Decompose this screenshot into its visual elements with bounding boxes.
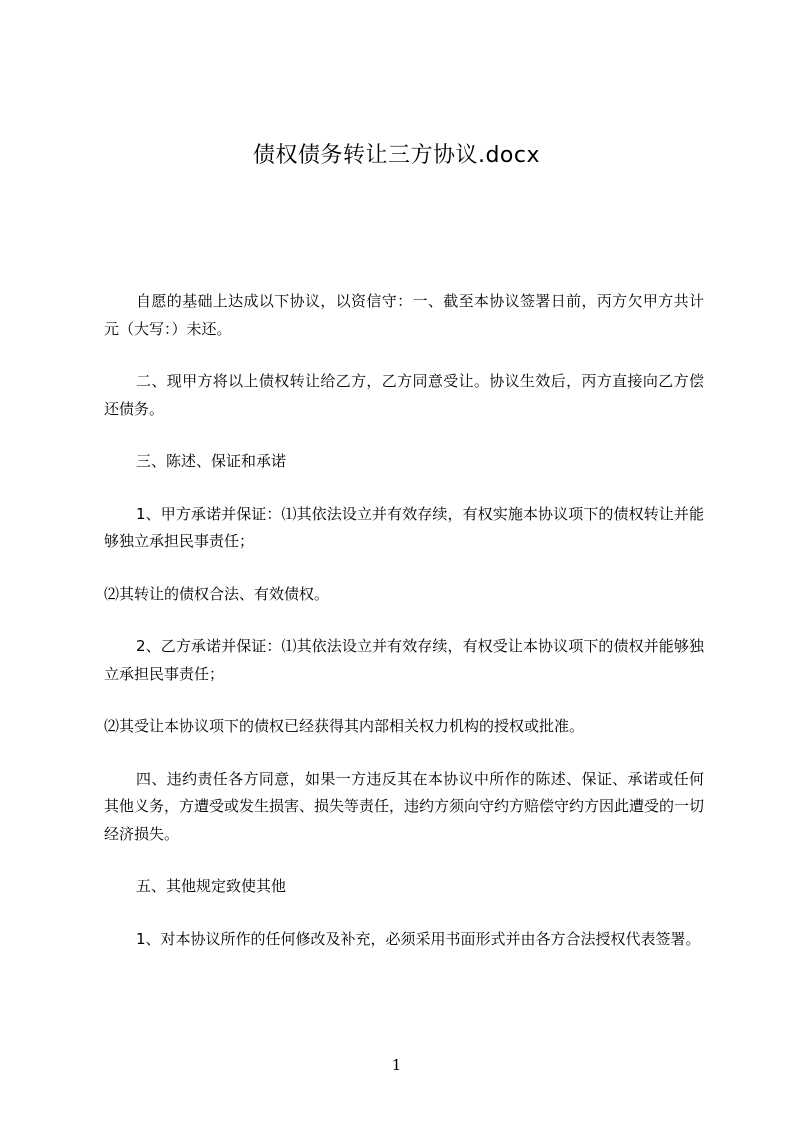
paragraph-clause-4: 四、违约责任各方同意，如果一方违反其在本协议中所作的陈述、保证、承诺或任何其他义务，方遭受或发生损害、损失等责任，违约方须向守约方赔偿守约方因此遭受的一切经济损失。 bbox=[104, 769, 705, 843]
paragraph-preamble: 自愿的基础上达成以下协议，以资信守：一、截至本协议签署日前，丙方欠甲方共计元（大写：）未还。 bbox=[104, 292, 704, 338]
paragraph-party-b-warranty-2: ⑵其受让本协议项下的债权已经获得其内部相关权力机构的授权或批准。 bbox=[104, 717, 585, 735]
paragraph-clause-5-1: 1、对本协议所作的任何修改及补充，必须采用书面形式并由各方合法授权代表签署。 bbox=[136, 929, 701, 948]
section-heading-3: 三、陈述、保证和承诺 bbox=[136, 452, 287, 470]
page-number: 1 bbox=[391, 1056, 402, 1074]
section-heading-5: 五、其他规定致使其他 bbox=[136, 877, 287, 895]
paragraph-party-a-warranty-2: ⑵其转让的债权合法、有效债权。 bbox=[104, 584, 330, 603]
document-title: 债权债务转让三方协议.docx bbox=[252, 143, 541, 168]
paragraph-party-a-warranty: 1、甲方承诺并保证：⑴其依法设立并有效存续，有权实施本协议项下的债权转让并能够独立承担民事责任； bbox=[104, 504, 704, 550]
paragraph-party-b-warranty: 2、乙方承诺并保证：⑴其依法设立并有效存续，有权受让本协议项下的债权并能够独立承担民事责任； bbox=[104, 637, 704, 683]
document-body bbox=[104, 288, 704, 953]
paragraph-clause-2: 二、现甲方将以上债权转让给乙方，乙方同意受让。协议生效后，丙方直接向乙方偿还债务。 bbox=[104, 372, 704, 418]
